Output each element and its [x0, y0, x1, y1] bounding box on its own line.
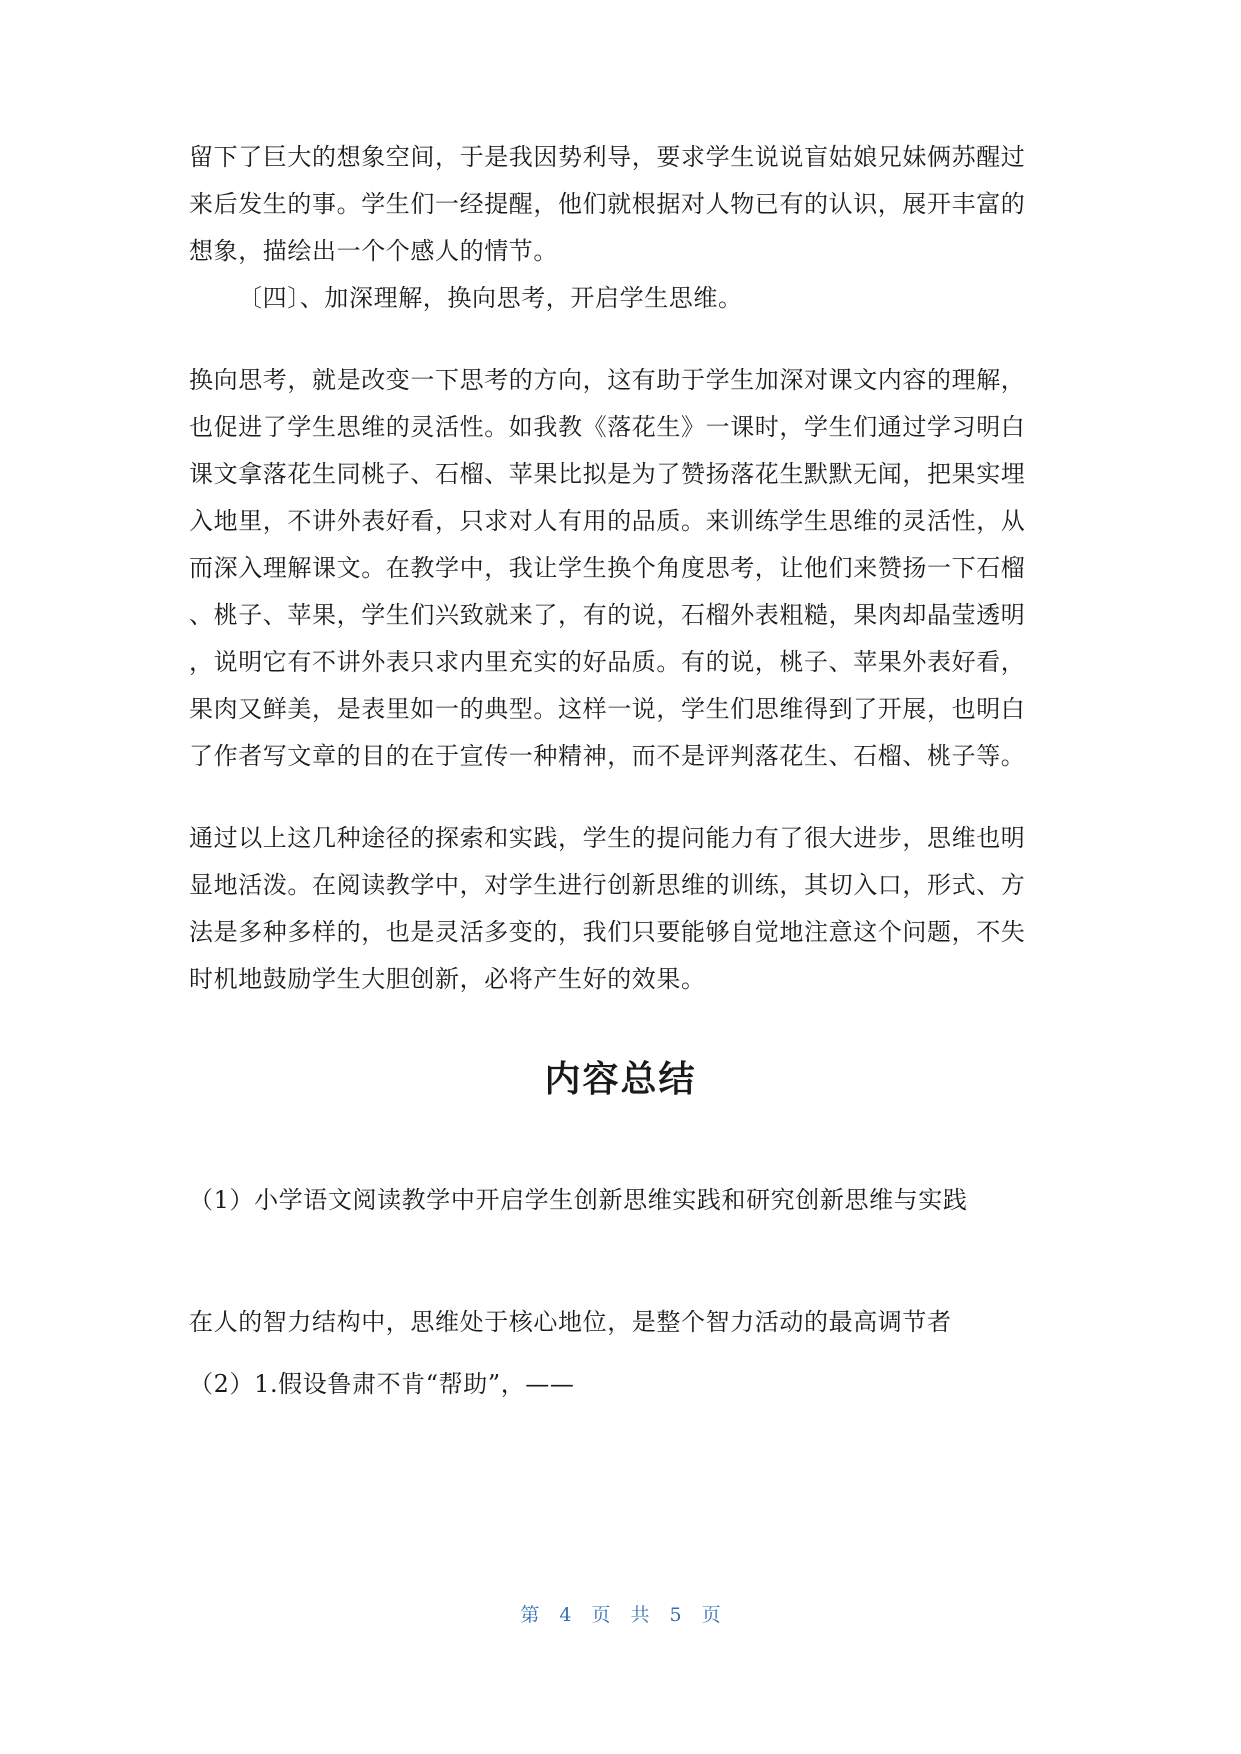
paragraph-line: 显地活泼。在阅读教学中，对学生进行创新思维的训练，其切入口，形式、方 — [189, 871, 1026, 899]
paragraph-line: 时机地鼓励学生大胆创新，必将产生好的效果。 — [189, 965, 706, 993]
paragraph-line: 入地里，不讲外表好看，只求对人有用的品质。来训练学生思维的灵活性，从 — [189, 507, 1026, 535]
paragraph-line: 留下了巨大的想象空间，于是我因势利导，要求学生说说盲姑娘兄妹俩苏醒过 — [189, 143, 1026, 171]
paragraph-line: 换向思考，就是改变一下思考的方向，这有助于学生加深对课文内容的理解， — [189, 366, 1026, 394]
paragraph-line: 来后发生的事。学生们一经提醒，他们就根据对人物已有的认识，展开丰富的 — [189, 190, 1026, 218]
summary-item-detail: 在人的智力结构中，思维处于核心地位，是整个智力活动的最高调节者 — [189, 1308, 952, 1336]
paragraph-line: 法是多种多样的，也是灵活多变的，我们只要能够自觉地注意这个问题，不失 — [189, 918, 1026, 946]
paragraph-line: 也促进了学生思维的灵活性。如我教《落花生》一课时，学生们通过学习明白 — [189, 413, 1026, 441]
page-number: 第 4 页 共 5 页 — [520, 1604, 721, 1626]
paragraph-line: 课文拿落花生同桃子、石榴、苹果比拟是为了赞扬落花生默默无闻，把果实埋 — [189, 460, 1026, 488]
section-heading: 〔四〕、加深理解，换向思考，开启学生思维。 — [238, 284, 743, 312]
paragraph-line: 通过以上这几种途径的探索和实践，学生的提问能力有了很大进步，思维也明 — [189, 824, 1026, 852]
summary-item: （1）小学语文阅读教学中开启学生创新思维实践和研究创新思维与实践 — [189, 1186, 968, 1214]
paragraph-line: ，说明它有不讲外表只求内里充实的好品质。有的说，桃子、苹果外表好看， — [189, 648, 1026, 676]
summary-item: （2）1.假设鲁肃不肯“帮助”，—— — [189, 1370, 575, 1398]
paragraph-line: 了作者写文章的目的在于宣传一种精神，而不是评判落花生、石榴、桃子等。 — [189, 742, 1026, 770]
paragraph-line: 想象，描绘出一个个感人的情节。 — [189, 237, 558, 265]
summary-heading: 内容总结 — [544, 1059, 697, 1100]
paragraph-line: 、桃子、苹果，学生们兴致就来了，有的说，石榴外表粗糙，果肉却晶莹透明 — [189, 601, 1026, 629]
paragraph-line: 而深入理解课文。在教学中，我让学生换个角度思考，让他们来赞扬一下石榴 — [189, 554, 1026, 582]
paragraph-line: 果肉又鲜美，是表里如一的典型。这样一说，学生们思维得到了开展，也明白 — [189, 695, 1026, 723]
